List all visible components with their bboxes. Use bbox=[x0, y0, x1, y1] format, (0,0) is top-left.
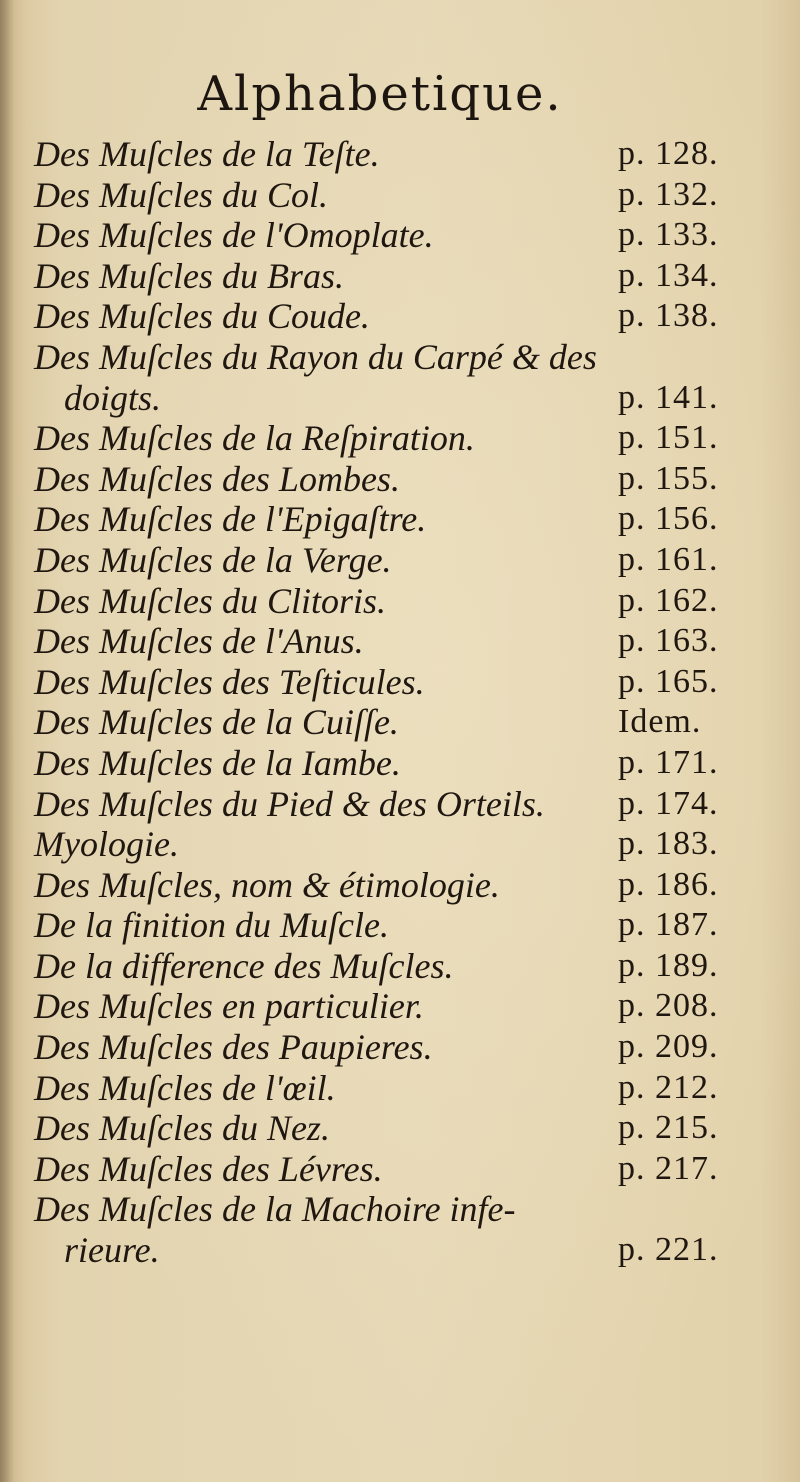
entry-title: Des Muſcles du Col. bbox=[34, 174, 328, 215]
index-entry bbox=[34, 702, 762, 743]
entry-title: Des Muſcles de l'œil. bbox=[34, 1067, 336, 1108]
entry-page: p. 133. bbox=[618, 216, 719, 254]
entry-title: Des Muſcles de la Verge. bbox=[34, 539, 392, 580]
entry-page: p. 138. bbox=[618, 297, 719, 335]
index-entry-continuation bbox=[34, 1230, 762, 1271]
entry-title: doigts. bbox=[64, 377, 162, 418]
entry-page: p. 155. bbox=[618, 459, 719, 497]
index-entry bbox=[34, 215, 762, 256]
index-entry bbox=[34, 743, 762, 784]
entry-title: De la difference des Muſcles. bbox=[34, 945, 454, 986]
index-entry bbox=[34, 499, 762, 540]
entry-page: p. 165. bbox=[618, 662, 719, 700]
index-entry bbox=[34, 865, 762, 906]
index-entry bbox=[34, 256, 762, 297]
index-entry bbox=[34, 662, 762, 703]
index-entry bbox=[34, 621, 762, 662]
index-list bbox=[34, 134, 762, 1271]
index-entry bbox=[34, 1108, 762, 1149]
entry-page: p. 221. bbox=[618, 1231, 719, 1269]
entry-page: p. 134. bbox=[618, 256, 719, 294]
entry-page: p. 183. bbox=[618, 825, 719, 863]
entry-page: p. 161. bbox=[618, 540, 719, 578]
entry-title: Des Muſcles des Lévres. bbox=[34, 1148, 383, 1189]
entry-page: p. 132. bbox=[618, 175, 719, 213]
index-entry bbox=[34, 540, 762, 581]
entry-title: Des Muſcles de l'Omoplate. bbox=[34, 215, 434, 256]
entry-page: p. 162. bbox=[618, 581, 719, 619]
index-entry bbox=[34, 784, 762, 825]
index-entry bbox=[34, 337, 762, 378]
entry-page: p. 208. bbox=[618, 987, 719, 1025]
entry-title: Des Muſcles du Bras. bbox=[34, 255, 344, 296]
entry-page: p. 163. bbox=[618, 622, 719, 660]
entry-page: p. 209. bbox=[618, 1028, 719, 1066]
entry-page: p. 174. bbox=[618, 784, 719, 822]
entry-title: Des Muſcles du Clitoris. bbox=[34, 580, 386, 621]
entry-title: Des Muſcles de la Machoire infe- bbox=[34, 1189, 516, 1230]
entry-title: Des Muſcles de l'Epigaſtre. bbox=[34, 499, 427, 540]
entry-title: Des Muſcles du Coude. bbox=[34, 296, 370, 337]
entry-page: p. 151. bbox=[618, 419, 719, 457]
entry-title: Des Muſcles du Nez. bbox=[34, 1108, 330, 1149]
entry-title: Des Muſcles du Rayon du Carpé & des bbox=[34, 336, 597, 377]
entry-page: p. 141. bbox=[618, 378, 719, 416]
entry-page: p. 156. bbox=[618, 500, 719, 538]
entry-page: p. 186. bbox=[618, 865, 719, 903]
index-entry bbox=[34, 986, 762, 1027]
entry-title: Des Muſcles des Paupieres. bbox=[34, 1027, 433, 1068]
index-entry bbox=[34, 459, 762, 500]
entry-title: Des Muſcles de la Reſpiration. bbox=[34, 418, 475, 459]
entry-title: Des Muſcles des Lombes. bbox=[34, 458, 400, 499]
entry-page: p. 212. bbox=[618, 1068, 719, 1106]
index-entry bbox=[34, 824, 762, 865]
entry-title: rieure. bbox=[64, 1230, 160, 1271]
index-entry bbox=[34, 296, 762, 337]
entry-page: p. 187. bbox=[618, 906, 719, 944]
page-header: Alphabetique. bbox=[197, 66, 563, 122]
entry-page: p. 128. bbox=[618, 135, 719, 172]
index-entry-continuation bbox=[34, 378, 762, 419]
entry-page: p. 189. bbox=[618, 946, 719, 984]
index-entry bbox=[34, 134, 762, 175]
index-entry bbox=[34, 1027, 762, 1068]
entry-page: p. 215. bbox=[618, 1109, 719, 1147]
entry-title: De la finition du Muſcle. bbox=[34, 905, 389, 946]
entry-title: Des Muſcles de la Teſte. bbox=[34, 134, 380, 174]
entry-title: Des Muſcles, nom & étimologie. bbox=[34, 864, 500, 905]
index-entry bbox=[34, 581, 762, 622]
index-entry bbox=[34, 175, 762, 216]
entry-page: Idem. bbox=[618, 703, 702, 741]
index-entry bbox=[34, 946, 762, 987]
binding-shadow bbox=[0, 0, 14, 1482]
entry-title: Des Muſcles de la Cuiſſe. bbox=[34, 702, 399, 743]
index-entry bbox=[34, 1149, 762, 1190]
entry-page: p. 171. bbox=[618, 743, 719, 781]
entry-title: Des Muſcles de la Iambe. bbox=[34, 742, 401, 783]
entry-title: Des Muſcles des Teſticules. bbox=[34, 661, 425, 702]
entry-title: Des Muſcles de l'Anus. bbox=[34, 621, 364, 662]
index-entry bbox=[34, 418, 762, 459]
entry-title: Des Muſcles en particulier. bbox=[34, 986, 424, 1027]
index-entry bbox=[34, 1068, 762, 1109]
index-entry bbox=[34, 1189, 762, 1230]
entry-title: Des Muſcles du Pied & des Orteils. bbox=[34, 783, 545, 824]
index-entry bbox=[34, 905, 762, 946]
entry-title: Myologie. bbox=[34, 824, 179, 865]
entry-page: p. 217. bbox=[618, 1149, 719, 1187]
